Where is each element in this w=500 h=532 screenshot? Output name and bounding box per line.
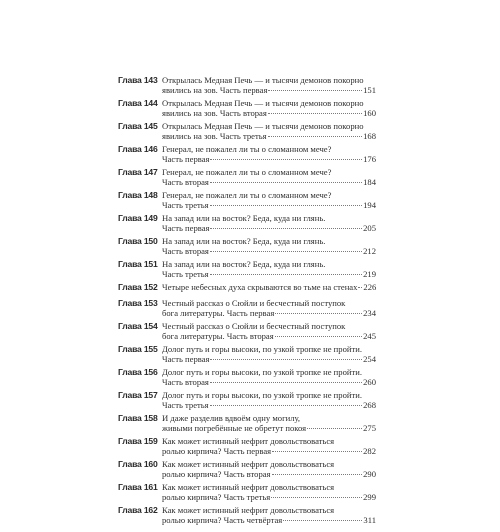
chapter-title-text: Генерал, не пожалел ли ты о сломанном мече? xyxy=(162,144,332,154)
chapter-title xyxy=(162,344,376,364)
chapter-title-text: Честный рассказ о Сюйли и бесчестный поступок xyxy=(162,321,346,331)
page-number: 151 xyxy=(363,85,376,96)
dot-leader xyxy=(275,313,362,314)
page-number: 254 xyxy=(363,354,376,365)
chapter-title-text: Как может истинный нефрит довольствоваться xyxy=(162,436,335,446)
chapter-title-line xyxy=(162,236,376,246)
chapter-number: Глава 145 xyxy=(118,121,158,131)
chapter-title-text: ролью кирпича? Часть четвёртая xyxy=(162,515,283,526)
chapter-title xyxy=(162,390,376,410)
chapter-title-line xyxy=(162,190,376,200)
chapter-title xyxy=(162,505,376,525)
page-number: 282 xyxy=(363,446,376,457)
page-number: 176 xyxy=(363,154,376,165)
chapter-number: Глава 160 xyxy=(118,459,158,469)
page-number: 212 xyxy=(363,246,376,257)
chapter-number: Глава 159 xyxy=(118,436,158,446)
chapter-title-line xyxy=(162,223,376,233)
chapter-title-line xyxy=(162,436,376,446)
page-number: 260 xyxy=(363,377,376,388)
chapter-title-line xyxy=(162,154,376,164)
chapter-title-line xyxy=(162,344,376,354)
page-number: 311 xyxy=(363,515,376,526)
chapter-title-line xyxy=(162,213,376,223)
chapter-title-line xyxy=(162,331,376,341)
chapter-title-line xyxy=(162,367,376,377)
dot-leader xyxy=(210,182,362,183)
chapter-title-text: Как может истинный нефрит довольствоваться xyxy=(162,505,335,515)
page-number: 194 xyxy=(363,200,376,211)
chapter-title xyxy=(162,321,376,341)
chapter-title-line xyxy=(162,144,376,154)
chapter-title xyxy=(162,482,376,502)
dot-leader xyxy=(210,205,362,206)
dot-leader xyxy=(210,251,362,252)
chapter-title-line xyxy=(162,492,376,502)
chapter-title-text: Часть первая xyxy=(162,354,210,365)
dot-leader xyxy=(358,287,362,288)
chapter-title-line xyxy=(162,413,376,423)
page-number: 245 xyxy=(363,331,376,342)
chapter-number: Глава 162 xyxy=(118,505,158,515)
chapter-title-text: бога литературы. Часть вторая xyxy=(162,331,274,342)
chapter-title xyxy=(162,282,376,292)
chapter-number: Глава 157 xyxy=(118,390,158,400)
chapter-title-line xyxy=(162,131,376,141)
chapter-number: Глава 153 xyxy=(118,298,158,308)
chapter-number: Глава 155 xyxy=(118,344,158,354)
page-number: 205 xyxy=(363,223,376,234)
chapter-title-line xyxy=(162,298,376,308)
chapter-title-text: На запад или на восток? Беда, куда ни глянь. xyxy=(162,213,326,223)
dot-leader xyxy=(210,228,362,229)
chapter-title-text: Часть третья xyxy=(162,269,209,280)
dot-leader xyxy=(268,90,362,91)
page-number: 299 xyxy=(363,492,376,503)
chapter-title xyxy=(162,259,376,279)
chapter-title xyxy=(162,413,376,433)
chapter-title-text: На запад или на восток? Беда, куда ни глянь. xyxy=(162,236,326,246)
chapter-title-text: Как может истинный нефрит довольствоваться xyxy=(162,482,335,492)
chapter-title-text: Часть первая xyxy=(162,223,210,234)
chapter-title-text: Часть вторая xyxy=(162,177,209,188)
chapter-title xyxy=(162,190,376,210)
chapter-title-text: ролью кирпича? Часть третья xyxy=(162,492,271,503)
chapter-title-text: явились на зов. Часть вторая xyxy=(162,108,267,119)
chapter-title-line xyxy=(162,282,376,292)
chapter-title-text: Часть вторая xyxy=(162,377,209,388)
chapter-title-line xyxy=(162,505,376,515)
chapter-title-text: Четыре небесных духа скрываются во тьме на стенах xyxy=(162,282,358,292)
chapter-title-text: ролью кирпича? Часть первая xyxy=(162,446,272,457)
page-number: 160 xyxy=(363,108,376,119)
chapter-title-line xyxy=(162,469,376,479)
chapter-title-text: Часть третья xyxy=(162,200,209,211)
chapter-title-line xyxy=(162,167,376,177)
dot-leader xyxy=(210,382,362,383)
page-number: 168 xyxy=(363,131,376,142)
dot-leader xyxy=(271,497,362,498)
chapter-title-text: живыми погребённые не обретут покоя xyxy=(162,423,307,434)
chapter-title-line xyxy=(162,108,376,118)
chapter-title-text: На запад или на восток? Беда, куда ни глянь. xyxy=(162,259,326,269)
chapter-title-line xyxy=(162,98,376,108)
chapter-title-line xyxy=(162,354,376,364)
chapter-number: Глава 143 xyxy=(118,75,158,85)
chapter-title-text: Долог путь и горы высоки, по узкой тропке не пройти. xyxy=(162,367,362,377)
chapter-title-text: ролью кирпича? Часть вторая xyxy=(162,469,271,480)
chapter-number: Глава 144 xyxy=(118,98,158,108)
chapter-title-text: Открылась Медная Печь — и тысячи демонов покорно xyxy=(162,75,364,85)
chapter-title-line xyxy=(162,246,376,256)
chapter-title xyxy=(162,98,376,118)
page-number: 290 xyxy=(363,469,376,480)
dot-leader xyxy=(268,113,362,114)
chapter-number: Глава 146 xyxy=(118,144,158,154)
chapter-title-line xyxy=(162,177,376,187)
page-number: 226 xyxy=(363,282,376,292)
chapter-title-line xyxy=(162,308,376,318)
chapter-number: Глава 149 xyxy=(118,213,158,223)
chapter-title-text: Генерал, не пожалел ли ты о сломанном мече? xyxy=(162,190,332,200)
chapter-title xyxy=(162,236,376,256)
chapter-number: Глава 150 xyxy=(118,236,158,246)
chapter-title-text: явились на зов. Часть первая xyxy=(162,85,268,96)
chapter-title-text: Долог путь и горы высоки, по узкой тропке не пройти. xyxy=(162,390,362,400)
chapter-title-line xyxy=(162,459,376,469)
chapter-number: Глава 154 xyxy=(118,321,158,331)
chapter-title-text: Открылась Медная Печь — и тысячи демонов покорно xyxy=(162,121,364,131)
chapter-title-line xyxy=(162,446,376,456)
chapter-title xyxy=(162,459,376,479)
chapter-title-line xyxy=(162,515,376,525)
page-number: 234 xyxy=(363,308,376,319)
chapter-title-text: Часть первая xyxy=(162,154,210,165)
chapter-number: Глава 152 xyxy=(118,282,158,292)
chapter-title-text: бога литературы. Часть первая xyxy=(162,308,275,319)
dot-leader xyxy=(210,274,362,275)
chapter-title-text: Открылась Медная Печь — и тысячи демонов покорно xyxy=(162,98,364,108)
chapter-title xyxy=(162,213,376,233)
chapter-title-line xyxy=(162,377,376,387)
chapter-title-text: Генерал, не пожалел ли ты о сломанном мече? xyxy=(162,167,332,177)
chapter-title-line xyxy=(162,259,376,269)
chapter-number: Глава 148 xyxy=(118,190,158,200)
dot-leader xyxy=(210,405,362,406)
dot-leader xyxy=(275,336,362,337)
dot-leader xyxy=(268,136,363,137)
chapter-title-text: Долог путь и горы высоки, по узкой тропке не пройти. xyxy=(162,344,362,354)
chapter-title-line xyxy=(162,390,376,400)
dot-leader xyxy=(210,359,362,360)
dot-leader xyxy=(272,451,362,452)
chapter-title-line xyxy=(162,269,376,279)
chapter-number: Глава 151 xyxy=(118,259,158,269)
chapter-number: Глава 156 xyxy=(118,367,158,377)
chapter-title-text: явились на зов. Часть третья xyxy=(162,131,267,142)
chapter-title-line xyxy=(162,321,376,331)
dot-leader xyxy=(307,428,362,429)
chapter-title xyxy=(162,75,376,95)
chapter-title xyxy=(162,144,376,164)
chapter-title-line xyxy=(162,423,376,433)
page-number: 268 xyxy=(363,400,376,411)
chapter-number: Глава 158 xyxy=(118,413,158,423)
chapter-title-line xyxy=(162,121,376,131)
chapter-title xyxy=(162,367,376,387)
page-number: 219 xyxy=(363,269,376,280)
chapter-title xyxy=(162,121,376,141)
chapter-title-text: Как может истинный нефрит довольствоваться xyxy=(162,459,335,469)
chapter-title-text: И даже разделив вдвоём одну могилу, xyxy=(162,413,301,423)
chapter-title-line xyxy=(162,75,376,85)
chapter-title-text: Часть вторая xyxy=(162,246,209,257)
chapter-title-line xyxy=(162,85,376,95)
dot-leader xyxy=(283,520,362,521)
chapter-title-line xyxy=(162,200,376,210)
chapter-title-line xyxy=(162,482,376,492)
dot-leader xyxy=(210,159,362,160)
chapter-title-text: Часть третья xyxy=(162,400,209,411)
page-number: 184 xyxy=(363,177,376,188)
chapter-number: Глава 161 xyxy=(118,482,158,492)
chapter-title xyxy=(162,298,376,318)
chapter-title-line xyxy=(162,400,376,410)
chapter-title-text: Честный рассказ о Сюйли и бесчестный поступок xyxy=(162,298,346,308)
chapter-number: Глава 147 xyxy=(118,167,158,177)
chapter-title xyxy=(162,167,376,187)
chapter-title xyxy=(162,436,376,456)
dot-leader xyxy=(272,474,363,475)
page-number: 275 xyxy=(363,423,376,434)
